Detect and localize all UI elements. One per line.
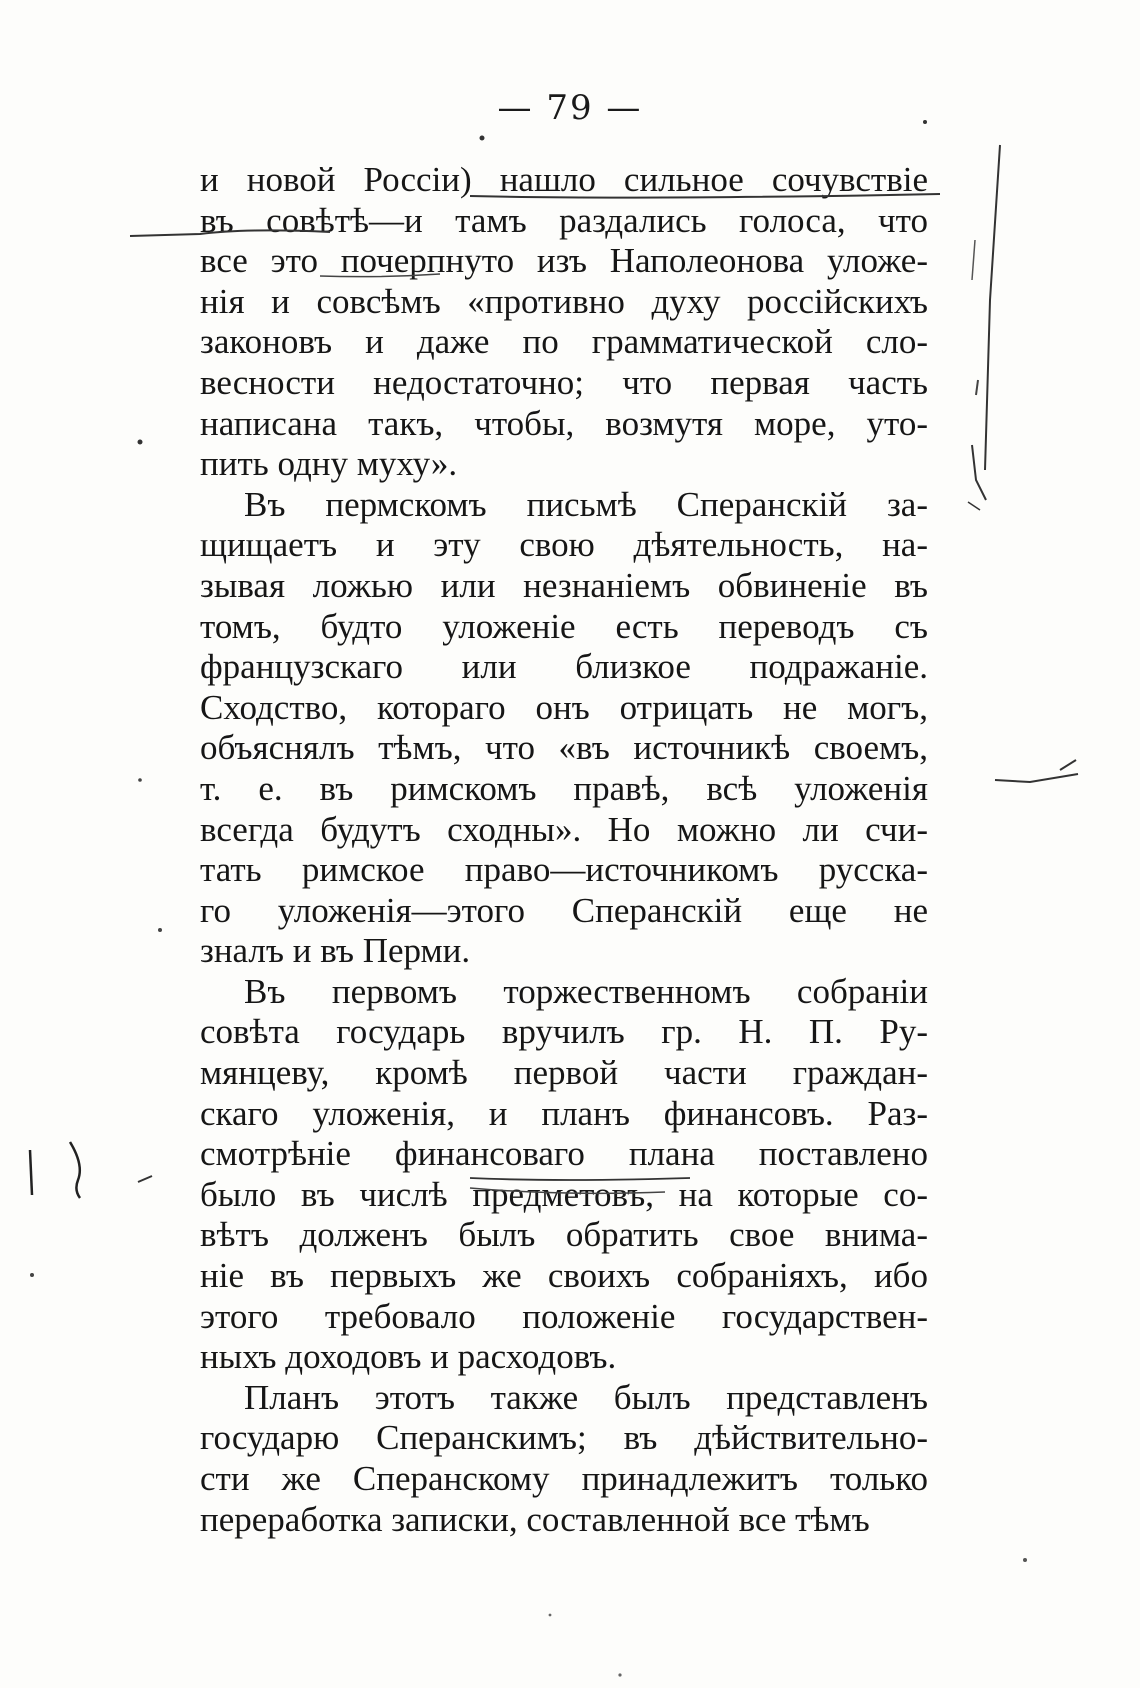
text-line: все это почерпнуто изъ Наполеонова уложе- <box>200 241 928 281</box>
text-line: Въ первомъ торжественномъ собраніи <box>244 971 928 1011</box>
text-line: было въ числѣ предметовъ, на которые со- <box>200 1174 928 1214</box>
text-line: скаго уложенія, и планъ финансовъ. Раз- <box>200 1093 928 1133</box>
text-line: нія и совсѣмъ «противно духу россійскихъ <box>200 281 928 321</box>
text-line: законовъ и даже по грамматической сло- <box>200 322 928 362</box>
text-line: тать римское право—источникомъ русска- <box>200 850 928 890</box>
text-line: въ совѣтѣ—и тамъ раздались голоса, что <box>200 200 928 240</box>
text-line: ніе въ первыхъ же своихъ собраніяхъ, ибо <box>200 1256 928 1296</box>
text-line: сти же Сперанскому принадлежитъ только <box>200 1459 928 1498</box>
text-line: пить одну муху». <box>200 444 458 484</box>
paragraph <box>200 1378 928 1540</box>
text-line: т. е. въ римскомъ правѣ, всѣ уложенія <box>200 768 928 808</box>
text-line: французскаго или близкое подражаніе. <box>200 647 928 687</box>
text-line: весности недостаточно; что первая часть <box>200 362 928 402</box>
text-line: смотрѣніе финансоваго плана поставлено <box>200 1134 928 1174</box>
text-line: щищаетъ и эту свою дѣятельность, на- <box>200 525 928 565</box>
paragraph <box>200 485 928 972</box>
text-line: государю Сперанскимъ; въ дѣйствительно- <box>200 1418 928 1458</box>
text-line: всегда будутъ сходны». Но можно ли счи- <box>200 809 928 849</box>
text-line: совѣта государь вручилъ гр. Н. П. Ру- <box>200 1012 928 1052</box>
paragraph <box>200 160 928 485</box>
text-line: ныхъ доходовъ и расходовъ. <box>200 1337 617 1377</box>
text-line: этого требовало положеніе государствен- <box>200 1296 928 1336</box>
page-number: — 79 — <box>497 88 643 128</box>
text-line: зывая ложью или незнаніемъ обвиненіе въ <box>200 565 928 605</box>
text-line: го уложенія—этого Сперанскій еще не <box>200 890 928 930</box>
text-line: Планъ этотъ также былъ представленъ <box>244 1377 928 1417</box>
text-line: и новой Россіи) нашло сильное сочувствіе <box>200 160 928 199</box>
text-line: мянцеву, кромѣ первой части граждан- <box>200 1053 928 1093</box>
text-line: зналъ и въ Перми. <box>200 931 471 971</box>
body-text <box>200 160 928 1540</box>
text-line: написана такъ, чтобы, возмутя море, уто- <box>200 403 928 443</box>
text-line: объяснялъ тѣмъ, что «въ источникѣ своемъ, <box>200 728 928 768</box>
text-line: вѣтъ долженъ былъ обратить свое внима- <box>200 1215 928 1255</box>
text-line: Въ пермскомъ письмѣ Сперанскій за- <box>244 484 928 524</box>
text-line: Сходство, котораго онъ отрицать не могъ, <box>200 687 928 727</box>
text-line: томъ, будто уложеніе есть переводъ съ <box>200 606 928 646</box>
text-line: переработка записки, составленной все тѣмъ <box>200 1499 870 1539</box>
paragraph <box>200 972 928 1378</box>
